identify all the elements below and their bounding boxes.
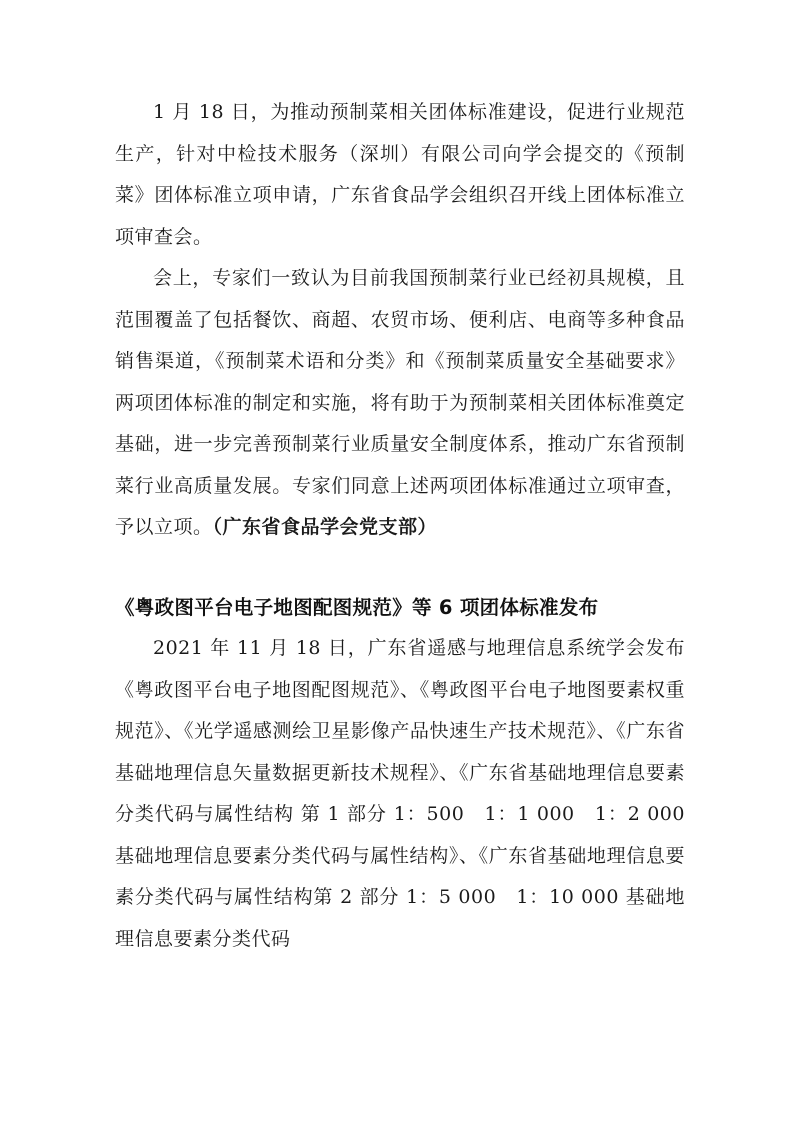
article1-paragraph-1-text: 1 月 18 日，为推动预制菜相关团体标准建设，促进行业规范生产，针对中检技术服务（深圳）有限公司向学会提交的《预制菜》团体标准立项申请，广东省食品学会组织召开线上团体标准立项审查会。: [115, 101, 685, 248]
article1-paragraph-2: [115, 258, 685, 549]
article1-source: （广东省食品学会党支部）: [212, 516, 438, 538]
article1-paragraph-1: [115, 92, 685, 258]
article2-paragraph-1-text: 2021 年 11 月 18 日，广东省遥感与地理信息系统学会发布《粤政图平台电子地图配图规范》、《粤政图平台电子地图要素权重规范》、《光学遥感测绘卫星影像产品快速生产技术规范》、《广东省基础地理信息矢量数据更新技术规程》、《广东省基础地理信息要素分类代码与属性结构 第 1 部分 1：500 1：1 000 1：2 000 基础地理信息要素分类代码与属性结构》、《广东省基础地理信息要素分类代码与属性结构第 2 部分 1：5 000 1：10 000 基础地理信息要素分类代码: [115, 637, 685, 950]
page-content: [115, 92, 685, 960]
article2-paragraph-1: [115, 628, 685, 960]
article2-title: 《粤政图平台电子地图配图规范》等 6 项团体标准发布: [115, 595, 599, 619]
article1-paragraph-2-text: 会上，专家们一致认为目前我国预制菜行业已经初具规模，且范围覆盖了包括餐饮、商超、农贸市场、便利店、电商等多种食品销售渠道，《预制菜术语和分类》和《预制菜质量安全基础要求》两项团体标准的制定和实施，将有助于为预制菜相关团体标准奠定基础，进一步完善预制菜行业质量安全制度体系，推动广东省预制菜行业高质量发展。专家们同意上述两项团体标准通过立项审查，予以立项。: [115, 267, 685, 538]
